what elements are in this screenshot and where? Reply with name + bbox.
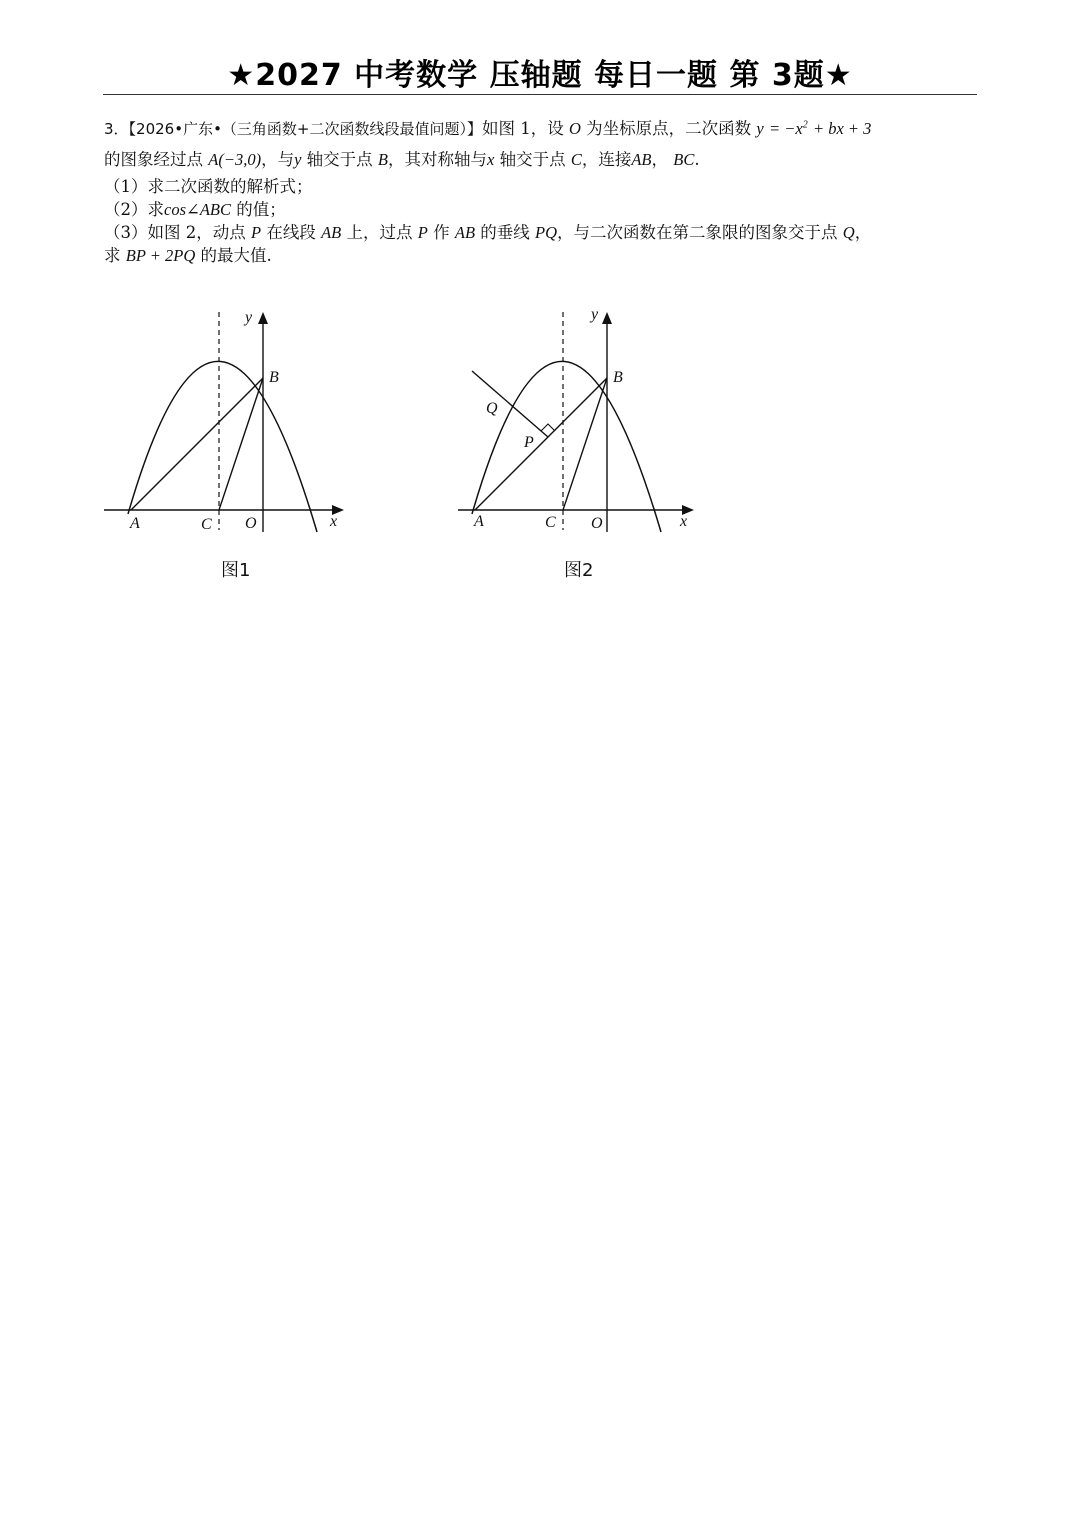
label-B: B (269, 369, 279, 386)
y-axis-arrow (602, 312, 612, 324)
math-AB: AB (631, 150, 652, 169)
parabola-curve (472, 361, 661, 532)
label-A: A (130, 515, 140, 532)
text: ， (651, 150, 669, 169)
problem-number: 3． (104, 120, 129, 138)
text: 上，过点 (346, 223, 413, 242)
problem-line-1 (104, 118, 984, 140)
label-y: y (591, 306, 599, 323)
title-divider (103, 94, 977, 95)
text: 轴交于点 (306, 150, 373, 169)
label-Q: Q (486, 400, 498, 417)
label-B: B (613, 369, 623, 386)
text: ，与二次函数在第二象限的图象交于点 (557, 223, 838, 242)
segment-PQ (472, 371, 548, 437)
math-x: x (487, 150, 495, 169)
text: 如图 1，设 (482, 119, 564, 138)
figure-1 (100, 300, 360, 544)
question-2 (104, 199, 984, 221)
parabola-curve (128, 361, 317, 532)
text: 的图象经过点 (104, 150, 203, 169)
math-B: B (377, 150, 388, 169)
problem-statement (104, 118, 984, 272)
math-tail: + bx + 3 (812, 119, 872, 138)
math-AB: AB (454, 223, 476, 242)
label-A: A (474, 513, 484, 530)
text: 的最大值. (200, 246, 272, 265)
segment-BC (563, 378, 607, 510)
text: （2）求 (104, 200, 164, 219)
text: ，其对称轴与 (388, 150, 487, 169)
math-PQ: PQ (535, 223, 558, 242)
label-C: C (545, 514, 556, 531)
text: ， (854, 223, 872, 242)
math-P: P (417, 223, 428, 242)
label-O: O (591, 515, 603, 532)
figure-1-caption: 图1 (221, 560, 251, 581)
text: 为坐标原点，二次函数 (586, 119, 752, 138)
math-P: P (251, 223, 262, 242)
figure-1-svg (100, 300, 360, 540)
figure-2-caption: 图2 (564, 560, 594, 581)
math-expression: BP + 2PQ (125, 246, 196, 265)
label-C: C (201, 516, 212, 533)
math-exponent: 2 (802, 119, 808, 131)
label-x: x (330, 513, 338, 530)
question-3-cont (104, 245, 984, 267)
text: 的垂线 (480, 223, 530, 242)
right-angle-mark (541, 424, 555, 431)
math-y: y (294, 150, 302, 169)
text: 的值； (236, 200, 286, 219)
text: ，连接 (581, 150, 632, 169)
segment-BC (219, 378, 263, 510)
label-O: O (245, 515, 257, 532)
text: ，与 (261, 150, 295, 169)
figure-2 (450, 300, 710, 544)
math-BC: BC (673, 150, 695, 169)
label-x: x (680, 513, 688, 530)
y-axis-arrow (258, 312, 268, 324)
label-P: P (524, 434, 534, 451)
text: 求 (104, 246, 121, 265)
math-y: y (756, 119, 764, 138)
text: . (694, 150, 700, 169)
text: （3）如图 2，动点 (104, 223, 246, 242)
figure-2-svg (450, 300, 710, 540)
problem-source: 【2026•广东•（三角函数+二次函数线段最值问题）】 (128, 120, 482, 138)
math-O: O (569, 119, 581, 138)
text: 作 (433, 223, 450, 242)
text: 轴交于点 (499, 150, 566, 169)
math-C: C (570, 150, 582, 169)
math-Q: Q (842, 223, 855, 242)
math-point-A: A(−3,0) (208, 150, 262, 169)
problem-line-2 (104, 149, 984, 171)
question-3 (104, 222, 984, 244)
math-eq: = −x (769, 119, 803, 138)
math-AB: AB (321, 223, 342, 242)
text: 在线段 (266, 223, 316, 242)
math-cos: cos∠ABC (164, 200, 231, 219)
page-title: ★2027 中考数学 压轴题 每日一题 第 3题★ (227, 58, 853, 93)
label-y: y (245, 309, 253, 326)
question-1: （1）求二次函数的解析式； (104, 177, 313, 196)
